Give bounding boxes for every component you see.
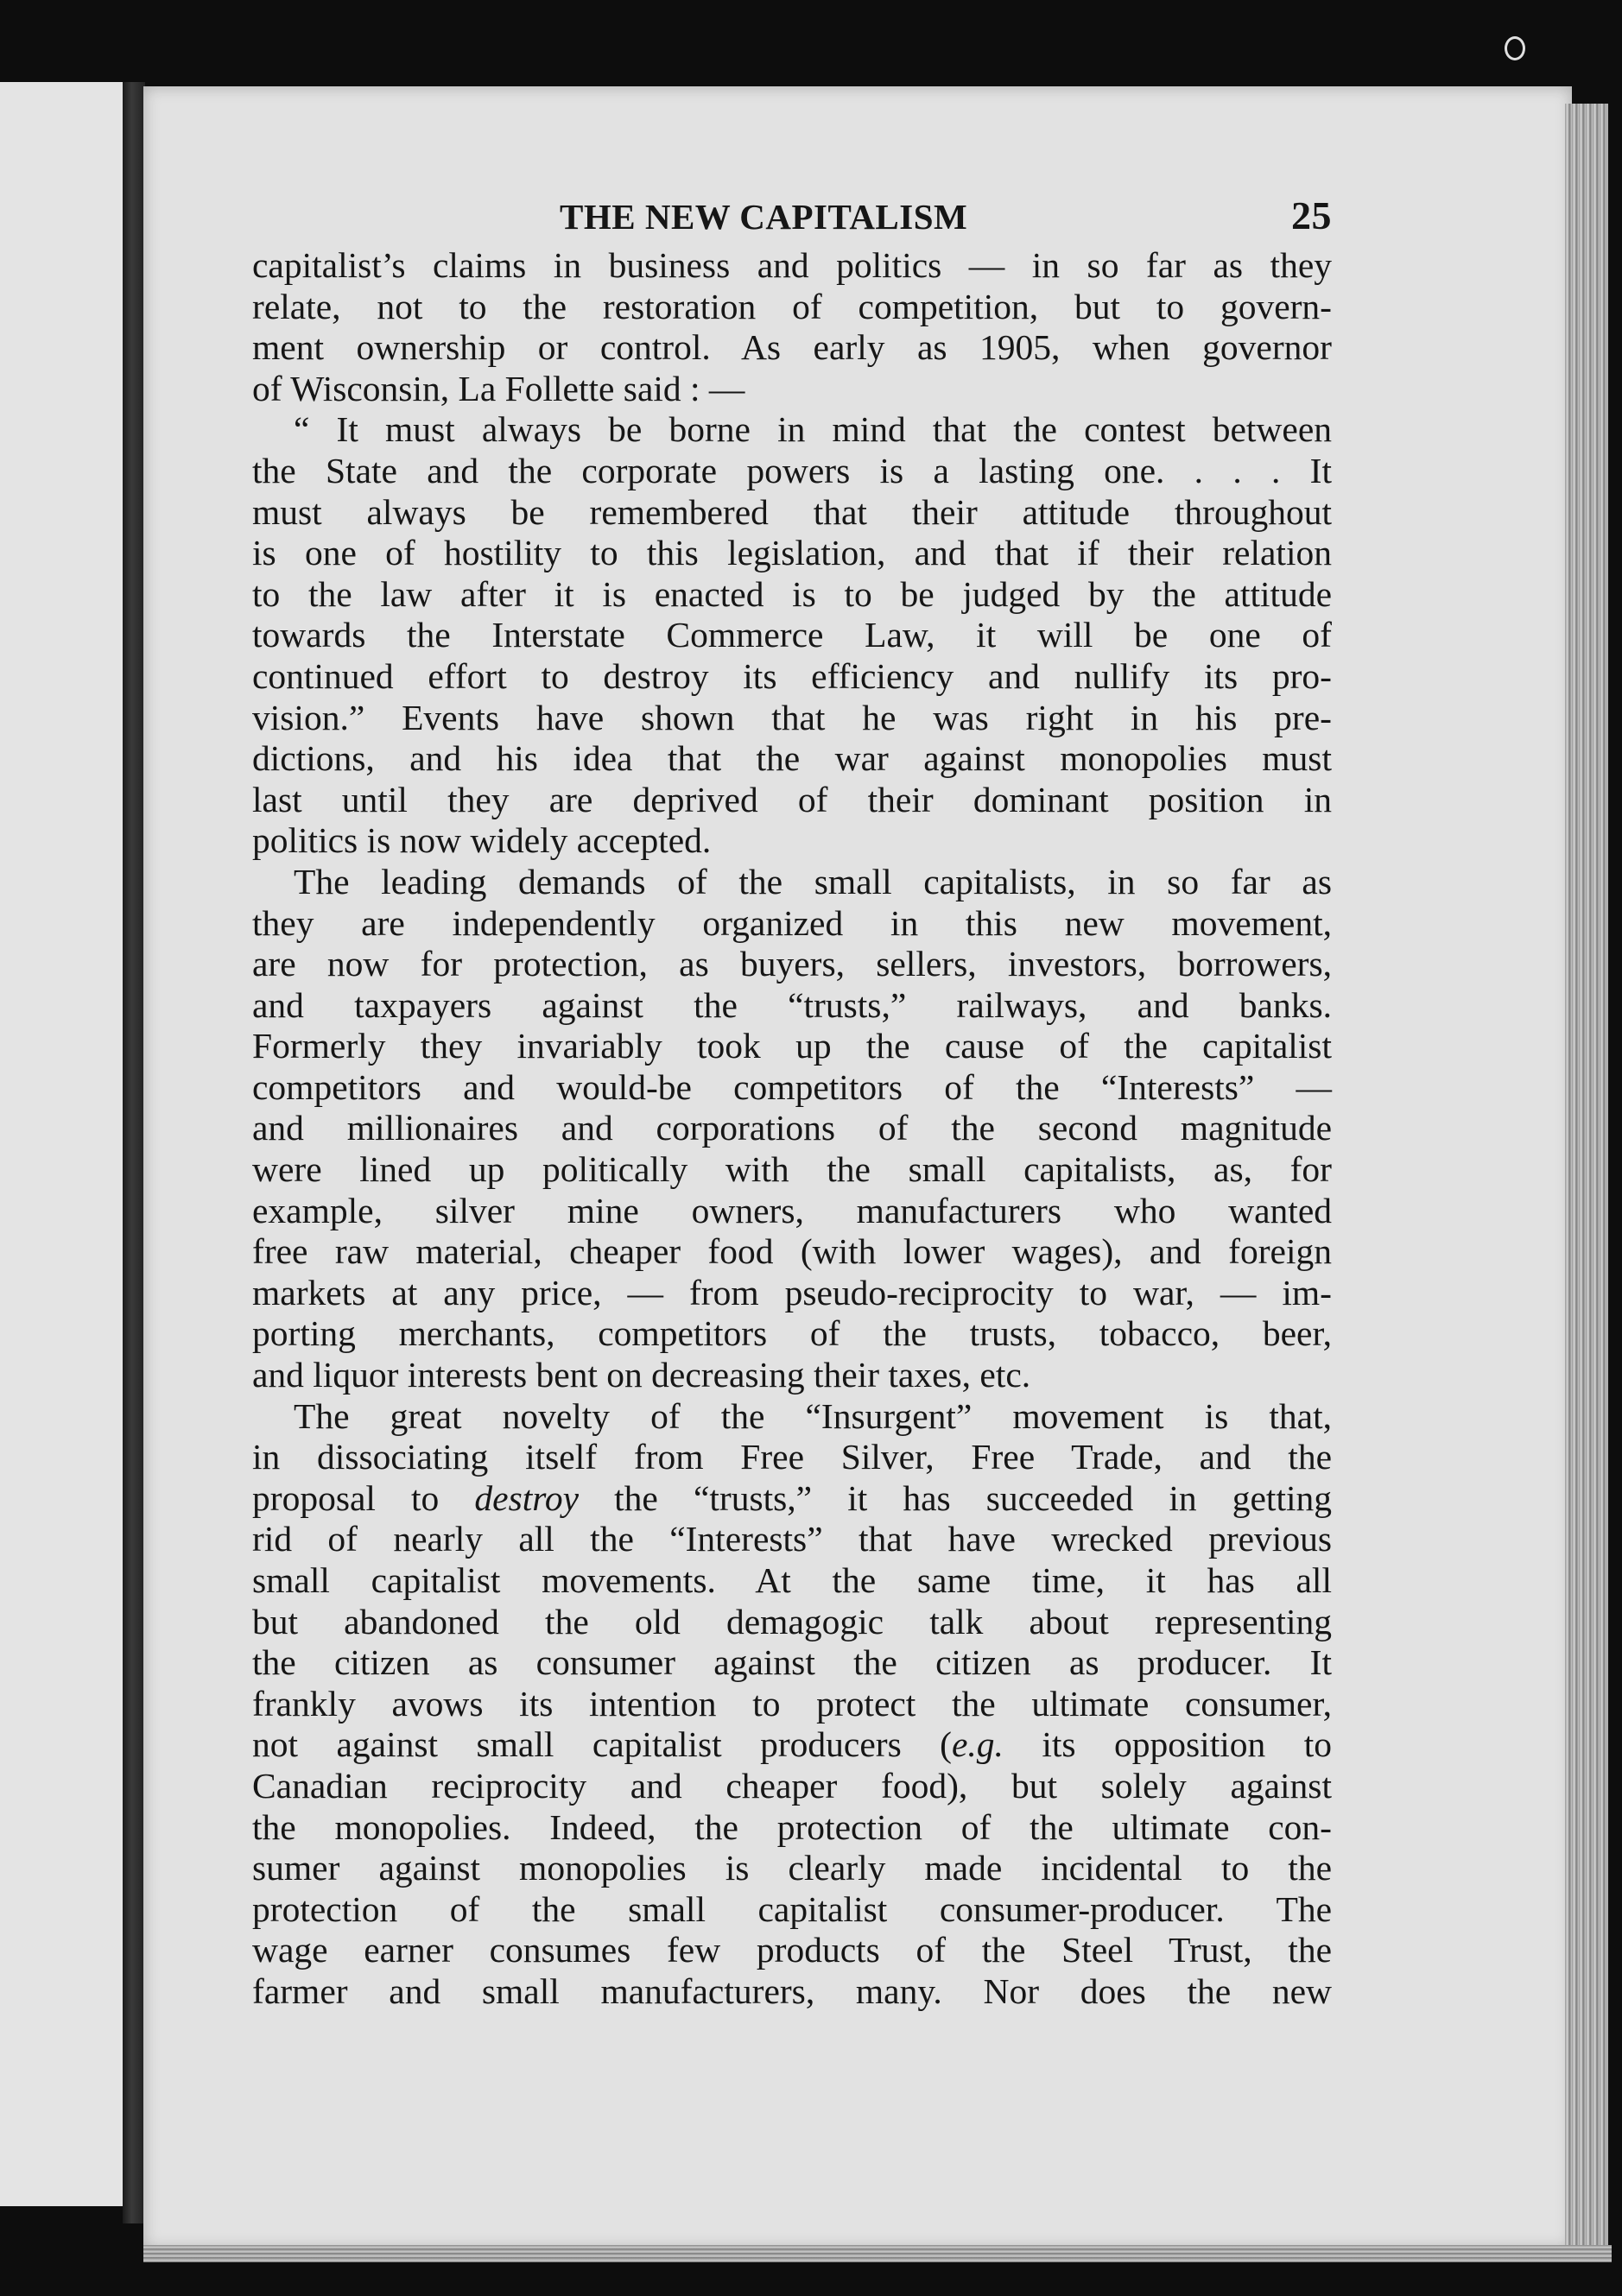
text-line: are now for protection, as buyers, sellers, investors, borrowers, <box>252 944 1332 984</box>
text-line: wage earner consumes few products of the Steel Trust, the <box>252 1930 1332 1970</box>
text-line: to the law after it is enacted is to be judged by the attitude <box>252 573 1332 614</box>
body-text <box>252 245 1332 2013</box>
text-line: small capitalist movements. At the same time, it has all <box>252 1560 1332 1600</box>
text-line: protection of the small capitalist consumer-producer. The <box>252 1888 1332 1929</box>
text-line: is one of hostility to this legislation, and that if their relation <box>252 533 1332 573</box>
text-line: of Wisconsin, La Follette said : — <box>252 368 745 408</box>
text-line: Canadian reciprocity and cheaper food), but solely against <box>252 1765 1332 1806</box>
text-run: its opposition to <box>1003 1724 1332 1765</box>
text-line: “ It must always be borne in mind that the contest between <box>294 409 1332 450</box>
text-line: dictions, and his idea that the war against monopolies must <box>252 738 1332 779</box>
text-line: porting merchants, competitors of the trusts, tobacco, beer, <box>252 1313 1332 1354</box>
text-line: last until they are deprived of their dominant position in <box>252 779 1332 819</box>
text-run: the “trusts,” it has succeeded in getting <box>579 1477 1333 1518</box>
text-line: the monopolies. Indeed, the protection of the ultimate con- <box>252 1806 1332 1847</box>
text-line: but abandoned the old demagogic talk about representing <box>252 1601 1332 1641</box>
text-line: The great novelty of the “Insurgent” movement is that, <box>294 1395 1332 1436</box>
page-number: 25 <box>1291 193 1332 237</box>
text-line: the State and the corporate powers is a lasting one. . . . It <box>252 450 1332 490</box>
running-head <box>252 191 1332 243</box>
book-gutter <box>123 82 145 2223</box>
running-title: THE NEW CAPITALISM <box>560 197 968 237</box>
text-block <box>252 191 1332 2013</box>
text-line: free raw material, cheaper food (with lower wages), and foreign <box>252 1231 1332 1272</box>
text-line: the citizen as consumer against the citizen as producer. It <box>252 1642 1332 1683</box>
text-run: not against small capitalist producers ( <box>252 1724 952 1765</box>
text-line: competitors and would-be competitors of the “Interests” — <box>252 1066 1332 1107</box>
italic-text: destroy <box>474 1477 580 1518</box>
text-line: and millionaires and corporations of the second magnitude <box>252 1108 1332 1148</box>
text-line: markets at any price, — from pseudo-reciprocity to war, — im- <box>252 1272 1332 1312</box>
text-line: sumer against monopolies is clearly made incidental to the <box>252 1848 1332 1888</box>
text-line: continued effort to destroy its efficiency and nullify its pro- <box>252 655 1332 696</box>
text-line: frankly avows its intention to protect the ultimate consumer, <box>252 1683 1332 1724</box>
corner-ring-mark <box>1505 36 1525 60</box>
facing-page-edge <box>0 82 123 2206</box>
text-line: they are independently organized in this new movement, <box>252 902 1332 943</box>
text-line: capitalist’s claims in business and politics — in so far as they <box>252 245 1332 285</box>
text-line: towards the Interstate Commerce Law, it will be one of <box>252 615 1332 655</box>
text-line: rid of nearly all the “Interests” that have wrecked previous <box>252 1519 1332 1559</box>
text-line: in dissociating itself from Free Silver, Free Trade, and the <box>252 1437 1332 1477</box>
page-stack-edge-bottom <box>143 2245 1612 2262</box>
text-line: example, silver mine owners, manufacturers who wanted <box>252 1190 1332 1230</box>
text-line: politics is now widely accepted. <box>252 820 712 861</box>
text-line: must always be remembered that their attitude throughout <box>252 491 1332 532</box>
italic-text: e.g. <box>952 1724 1004 1765</box>
text-line: ment ownership or control. As early as 1905, when governor <box>252 327 1332 368</box>
text-line: and liquor interests bent on decreasing their taxes, etc. <box>252 1355 1031 1395</box>
text-line: The leading demands of the small capitalists, in so far as <box>294 861 1332 901</box>
text-line: relate, not to the restoration of competition, but to govern- <box>252 286 1332 326</box>
page-stack-edge-right <box>1565 104 1608 2254</box>
text-line <box>252 1478 1332 1520</box>
text-line: Formerly they invariably took up the cause of the capitalist <box>252 1026 1332 1066</box>
text-line: vision.” Events have shown that he was right in his pre- <box>252 697 1332 737</box>
text-run: proposal to <box>252 1477 475 1518</box>
text-line: were lined up politically with the small capitalists, as, for <box>252 1149 1332 1190</box>
text-line: and taxpayers against the “trusts,” railways, and banks. <box>252 984 1332 1025</box>
text-line <box>252 1724 1332 1766</box>
text-line: farmer and small manufacturers, many. Nor does the new <box>252 1970 1332 2011</box>
